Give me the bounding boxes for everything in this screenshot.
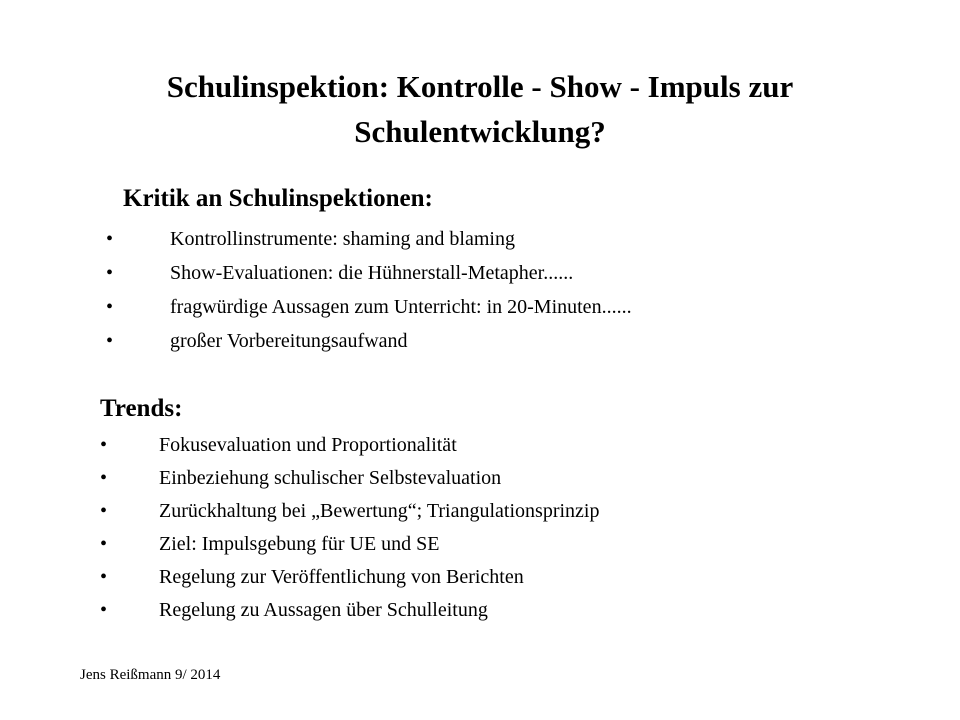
list-item xyxy=(106,290,632,324)
bullet-icon: • xyxy=(106,228,114,250)
footer-author-date: Jens Reißmann 9/ 2014 xyxy=(80,667,221,683)
list-item-text: fragwürdige Aussagen zum Unterricht: in 20-Minuten...... xyxy=(170,296,632,318)
bullet-icon: • xyxy=(100,533,108,555)
bullet-icon: • xyxy=(106,330,114,352)
list-item xyxy=(100,429,599,462)
list-item-text: Fokusevaluation und Proportionalität xyxy=(159,434,457,456)
bullet-icon: • xyxy=(100,434,108,456)
bullet-icon: • xyxy=(106,262,114,284)
bullet-icon: • xyxy=(100,467,108,489)
bullet-icon: • xyxy=(106,296,114,318)
bullet-icon: • xyxy=(100,500,108,522)
slide-title: Schulinspektion: Kontrolle - Show - Impuls zur Schulentwicklung? xyxy=(166,69,794,149)
kritik-list xyxy=(106,222,632,358)
list-item xyxy=(100,561,599,594)
list-item-text: Zurückhaltung bei „Bewertung“; Triangulationsprinzip xyxy=(159,500,600,522)
list-item-text: Regelung zu Aussagen über Schulleitung xyxy=(159,599,488,621)
list-item-text: Kontrollinstrumente: shaming and blaming xyxy=(170,228,515,250)
list-item-text: großer Vorbereitungsaufwand xyxy=(170,330,408,352)
list-item xyxy=(106,222,632,256)
list-item xyxy=(100,495,599,528)
list-item-text: Show-Evaluationen: die Hühnerstall-Metapher...... xyxy=(170,262,574,284)
trends-list xyxy=(100,429,599,627)
list-item xyxy=(106,324,632,358)
list-item xyxy=(100,528,599,561)
section-heading-trends: Trends: xyxy=(100,395,183,422)
list-item xyxy=(100,594,599,627)
bullet-icon: • xyxy=(100,566,108,588)
bullet-icon: • xyxy=(100,599,108,621)
section-heading-kritik: Kritik an Schulinspektionen: xyxy=(123,185,433,212)
list-item-text: Regelung zur Veröffentlichung von Berichten xyxy=(159,566,524,588)
list-item-text: Einbeziehung schulischer Selbstevaluation xyxy=(159,467,502,489)
list-item xyxy=(100,462,599,495)
list-item xyxy=(106,256,632,290)
list-item-text: Ziel: Impulsgebung für UE und SE xyxy=(159,533,440,555)
